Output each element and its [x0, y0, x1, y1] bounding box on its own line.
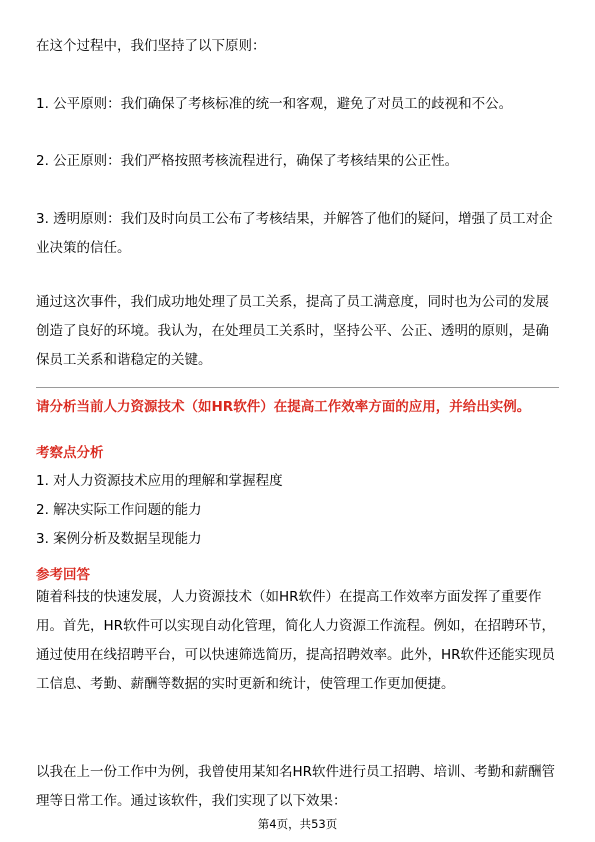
principle-transparency: 3. 透明原则：我们及时向员工公布了考核结果，并解答了他们的疑问，增强了员工对企业决策的信任。 [36, 211, 553, 256]
question-heading: 请分析当前人力资源技术（如HR软件）在提高工作效率方面的应用，并给出实例。 [36, 399, 531, 415]
analysis-item: 3. 案例分析及数据呈现能力 [36, 531, 202, 547]
principle-fairness: 1. 公平原则：我们确保了考核标准的统一和客观，避免了对员工的歧视和不公。 [36, 96, 513, 112]
answer-paragraph: 随着科技的快速发展，人力资源技术（如HR软件）在提高工作效率方面发挥了重要作用。首先，HR软件可以实现自动化管理，简化人力资源工作流程。例如，在招聘环节，通过使用在线招聘平台，可以快速筛选简历，提高招聘效率。此外，HR软件还能实现员工信息、考勤、薪酬等数据的实时更新和统计，使管理工作更加便捷。 [36, 589, 556, 692]
analysis-item: 2. 解决实际工作问题的能力 [36, 502, 202, 518]
analysis-label: 考察点分析 [36, 445, 104, 461]
intro-paragraph: 在这个过程中，我们坚持了以下原则： [36, 38, 266, 54]
section-divider [36, 387, 559, 388]
answer-label: 参考回答 [36, 567, 90, 583]
conclusion-paragraph: 通过这次事件，我们成功地处理了员工关系，提高了员工满意度，同时也为公司的发展创造了良好的环境。我认为，在处理员工关系时，坚持公平、公正、透明的原则，是确保员工关系和谐稳定的关键。 [36, 294, 549, 368]
analysis-item: 1. 对人力资源技术应用的理解和掌握程度 [36, 473, 283, 489]
answer-example-paragraph: 以我在上一份工作中为例，我曾使用某知名HR软件进行员工招聘、培训、考勤和薪酬管理等日常工作。通过该软件，我们实现了以下效果： [36, 764, 556, 809]
principle-justice: 2. 公正原则：我们严格按照考核流程进行，确保了考核结果的公正性。 [36, 153, 459, 169]
page-footer: 第4页，共53页 [257, 817, 338, 831]
